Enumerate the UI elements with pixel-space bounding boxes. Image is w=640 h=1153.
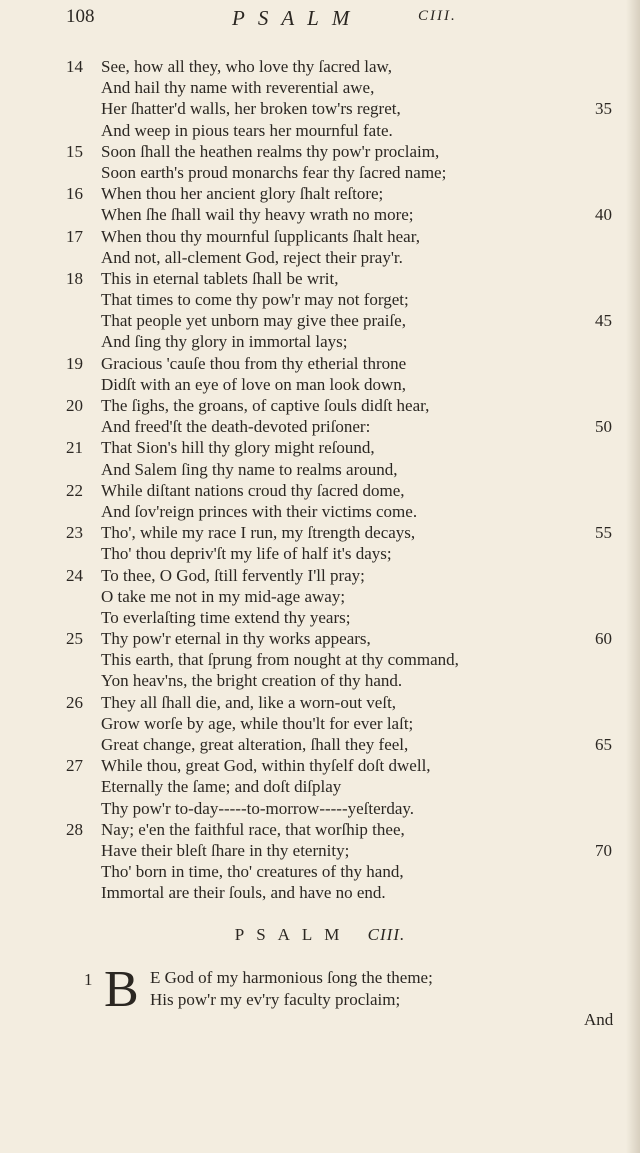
poem-line	[0, 247, 640, 268]
line-text: This earth, that ſprung from nought at thy command,	[101, 650, 459, 670]
line-text: Tho' born in time, tho' creatures of thy hand,	[101, 862, 404, 882]
line-text: And Salem ſing thy name to realms around,	[101, 459, 398, 479]
line-text: O take me not in my mid-age away;	[101, 586, 346, 606]
line-text: Nay; e'en the faithful race, that worſhip thee,	[101, 819, 405, 839]
poem-line	[0, 776, 640, 797]
poem-line	[0, 628, 640, 649]
line-text: While thou, great God, within thyſelf doſt dwell,	[101, 756, 431, 776]
poem-line	[0, 819, 640, 840]
verse-number: 20	[66, 396, 83, 415]
poem-line	[0, 459, 640, 480]
verse-number: 1	[84, 970, 93, 989]
line-text: To everlaſting time extend thy years;	[101, 607, 351, 627]
poem-line	[0, 501, 640, 522]
opening-line-2: His pow'r my ev'ry faculty proclaim;	[150, 990, 401, 1009]
poem-line	[0, 374, 640, 395]
line-text: They all ſhall die, and, like a worn-out veſt,	[101, 692, 397, 712]
running-chapter: CIII.	[418, 8, 457, 24]
line-text: Soon ſhall the heathen realms thy pow'r proclaim,	[101, 141, 440, 161]
poem-line	[0, 734, 640, 755]
poem-line	[0, 310, 640, 331]
line-text: Have their bleſt ſhare in thy eternity;	[101, 840, 350, 860]
line-text: Thy pow'r to-day-----to-morrow-----yeſterday.	[101, 798, 415, 818]
poem-line	[0, 289, 640, 310]
running-title: PSALM	[232, 6, 363, 30]
line-text: And hail thy name with reverential awe,	[101, 78, 375, 98]
poem-line	[0, 395, 640, 416]
line-text: Immortal are their ſouls, and have no end.	[101, 883, 386, 903]
drop-cap: B	[104, 961, 139, 1018]
poem-line	[0, 226, 640, 247]
verse-number: 19	[66, 353, 83, 373]
line-text: Grow worſe by age, while thou'lt for ever laſt;	[101, 713, 414, 733]
catchword: And	[584, 1010, 614, 1029]
psalm-opening	[0, 961, 640, 1018]
line-text: And freed'ſt the death-devoted priſoner:	[101, 417, 371, 437]
line-text: And weep in pious tears her mournful fate.	[101, 120, 393, 140]
line-text: While diſtant nations croud thy ſacred dome,	[101, 480, 405, 500]
verse-number: 25	[66, 629, 83, 649]
verse-number: 24	[66, 565, 83, 585]
poem-line	[0, 755, 640, 776]
poem-line	[0, 692, 640, 713]
line-text: And not, all-clement God, reject their pray'r.	[101, 247, 403, 267]
line-text: This in eternal tablets ſhall be writ,	[101, 268, 339, 288]
line-text: That Sion's hill thy glory might reſound,	[101, 438, 375, 458]
verse-number: 21	[66, 438, 83, 458]
poem-line	[0, 840, 640, 861]
margin-line-number: 50	[595, 417, 612, 437]
line-text: Gracious 'cauſe thou from thy etherial throne	[101, 353, 407, 373]
verse-number: 18	[66, 268, 83, 288]
line-text: When thou thy mournful ſupplicants ſhalt hear,	[101, 226, 420, 246]
opening-line-1: E God of my harmonious ſong the theme;	[150, 968, 433, 987]
line-text: Her ſhatter'd walls, her broken tow'rs regret,	[101, 99, 401, 119]
line-text: Yon heav'ns, the bright creation of thy hand.	[101, 671, 403, 691]
verse-number: 14	[66, 57, 83, 76]
poem-line	[0, 649, 640, 670]
poem-line	[0, 607, 640, 628]
line-text: To thee, O God, ſtill fervently I'll pray;	[101, 565, 365, 585]
margin-line-number: 70	[595, 840, 612, 860]
poem-line	[0, 77, 640, 98]
verse-number: 28	[66, 819, 83, 839]
line-text: Thy pow'r eternal in thy works appears,	[101, 629, 371, 649]
poem-line	[0, 670, 640, 691]
margin-line-number: 55	[595, 523, 612, 543]
verse-number: 27	[66, 756, 83, 776]
poem-line	[0, 56, 640, 77]
psalm-heading-word: PSALM	[234, 925, 352, 944]
poem-line	[0, 141, 640, 162]
poem-line	[0, 543, 640, 564]
margin-line-number: 45	[595, 311, 612, 331]
poem-line	[0, 861, 640, 882]
line-text: Eternally the ſame; and doſt diſplay	[101, 777, 342, 797]
poem-line	[0, 183, 640, 204]
line-text: And ſov'reign princes with their victims come.	[101, 501, 418, 521]
poem-line	[0, 586, 640, 607]
verse-number: 23	[66, 523, 83, 543]
poem-line	[0, 565, 640, 586]
line-text: Tho' thou depriv'ſt my life of half it's days;	[101, 544, 392, 564]
poem-line	[0, 713, 640, 734]
verse-number: 16	[66, 184, 83, 204]
margin-line-number: 60	[595, 629, 612, 649]
verse-number: 26	[66, 692, 83, 712]
poem-line	[0, 98, 640, 119]
poem-line	[0, 162, 640, 183]
poem-line	[0, 437, 640, 458]
line-text: Tho', while my race I run, my ſtrength decays,	[101, 523, 416, 543]
poem-line	[0, 798, 640, 819]
poem-line	[0, 120, 640, 141]
margin-line-number: 40	[595, 205, 612, 225]
poem-line	[0, 204, 640, 225]
line-text: When thou her ancient glory ſhalt reſtore;	[101, 184, 384, 204]
verse-number: 22	[66, 480, 83, 500]
poem-line	[0, 416, 640, 437]
poem-body	[0, 56, 640, 904]
verse-number: 15	[66, 141, 83, 161]
poem-line	[0, 522, 640, 543]
line-text: That times to come thy pow'r may not forget;	[101, 290, 409, 310]
line-text: See, how all they, who love thy ſacred law,	[101, 57, 392, 76]
line-text: Didſt with an eye of love on man look down,	[101, 374, 407, 394]
line-text: That people yet unborn may give thee praiſe,	[101, 311, 406, 331]
margin-line-number: 35	[595, 99, 612, 119]
poem-line	[0, 268, 640, 289]
poem-line	[0, 882, 640, 903]
running-header	[0, 6, 640, 30]
poem-line	[0, 331, 640, 352]
line-text: And ſing thy glory in immortal lays;	[101, 332, 348, 352]
page-number: 108	[66, 6, 95, 27]
margin-line-number: 65	[595, 735, 612, 754]
line-text: Great change, great alteration, ſhall they feel,	[101, 735, 409, 754]
poem-line	[0, 353, 640, 374]
verse-number: 17	[66, 226, 83, 246]
poem-line	[0, 480, 640, 501]
psalm-heading-number: CIII.	[367, 925, 406, 944]
line-text: When ſhe ſhall wail thy heavy wrath no more;	[101, 205, 414, 225]
psalm-heading	[0, 925, 640, 949]
line-text: Soon earth's proud monarchs fear thy ſacred name;	[101, 162, 447, 182]
line-text: The ſighs, the groans, of captive ſouls didſt hear,	[101, 396, 430, 415]
